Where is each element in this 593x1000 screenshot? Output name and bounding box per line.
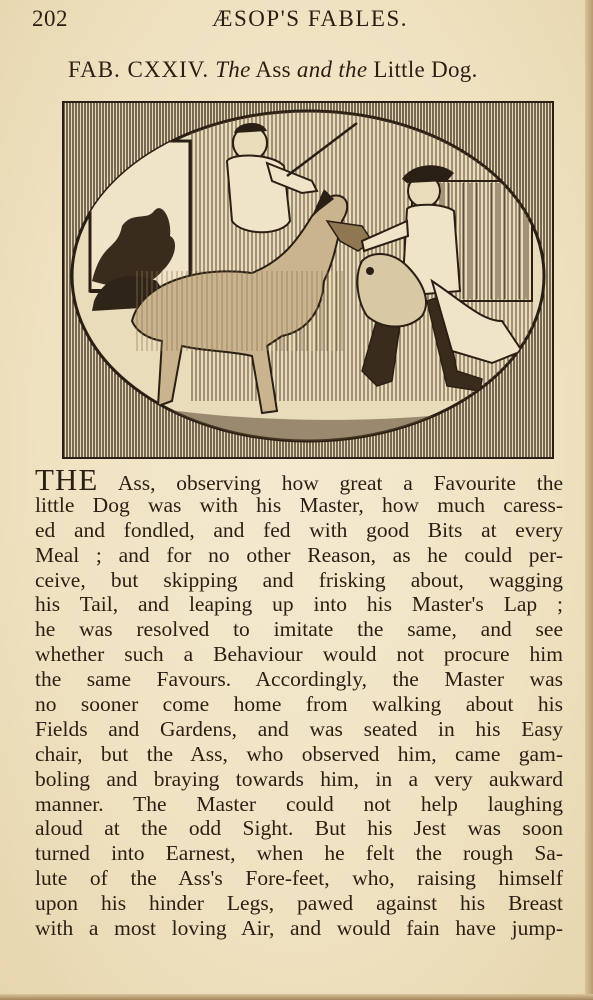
text-line-content: no sooner come home from walking about his (35, 692, 563, 717)
fable-body (35, 462, 563, 941)
text-line-content: his Tail, and leaping up into his Master's Lap ; (35, 592, 563, 617)
text-line-content: he was resolved to imitate the same, and see (35, 617, 563, 642)
text-line (35, 767, 563, 792)
text-line (35, 518, 563, 543)
text-line (35, 792, 563, 817)
drop-cap: THE (35, 462, 99, 497)
heading-word-and-the: and the (296, 57, 368, 82)
text-line (35, 667, 563, 692)
page-bottom-edge (0, 994, 593, 1000)
text-line (35, 742, 563, 767)
text-line-content: Fields and Gardens, and was seated in his Easy (35, 716, 563, 741)
text-line (35, 462, 563, 497)
text-line-content: with a most loving Air, and would fain have jump- (35, 916, 563, 941)
text-line-content: ceive, but skipping and frisking about, wagging (35, 567, 563, 592)
text-line (35, 617, 563, 642)
running-head (32, 6, 562, 36)
text-line-content: Meal ; and for no other Reason, as he could per- (35, 542, 563, 567)
heading-word-ass: Ass (255, 57, 291, 82)
text-line-content: boling and braying towards him, in a very aukward (35, 766, 563, 791)
woodcut-illustration (62, 101, 554, 459)
text-line (35, 568, 563, 593)
running-title: ÆSOP'S FABLES. (212, 6, 409, 31)
text-line-content: Ass, observing how great a Favourite the (117, 471, 563, 495)
heading-word-little-dog: Little Dog. (373, 57, 478, 82)
text-line (35, 692, 563, 717)
text-line (35, 891, 563, 916)
text-line (35, 717, 563, 742)
text-line (35, 592, 563, 617)
text-line (35, 916, 563, 941)
text-line-content: lute of the Ass's Fore-feet, who, raising himself (35, 866, 563, 891)
text-line (35, 543, 563, 568)
text-line-content: chair, but the Ass, who observed him, came gam- (35, 741, 563, 766)
text-line-content: the same Favours. Accordingly, the Master was (35, 667, 563, 692)
text-line-content: upon his hinder Legs, pawed against his Breast (35, 891, 563, 916)
text-line (35, 642, 563, 667)
text-line-content: whether such a Behaviour would not procure him (35, 642, 563, 667)
text-line (35, 816, 563, 841)
woodcut-engraving (62, 101, 554, 459)
heading-word-the: The (215, 57, 251, 82)
text-line-content: aloud at the odd Sight. But his Jest was soon (35, 816, 563, 841)
text-line-content: ed and fondled, and fed with good Bits at every (35, 517, 563, 542)
text-line-content: manner. The Master could not help laughing (35, 791, 563, 816)
page-gutter-edge (585, 0, 593, 1000)
fable-number: FAB. CXXIV. (68, 57, 210, 82)
text-line (35, 866, 563, 891)
page-number: 202 (32, 6, 68, 31)
text-line-content: little Dog was with his Master, how much caress- (35, 492, 563, 517)
text-line (35, 493, 563, 518)
text-line (35, 841, 563, 866)
fable-heading (68, 57, 558, 83)
text-line-content: turned into Earnest, when he felt the rough Sa- (35, 841, 563, 866)
